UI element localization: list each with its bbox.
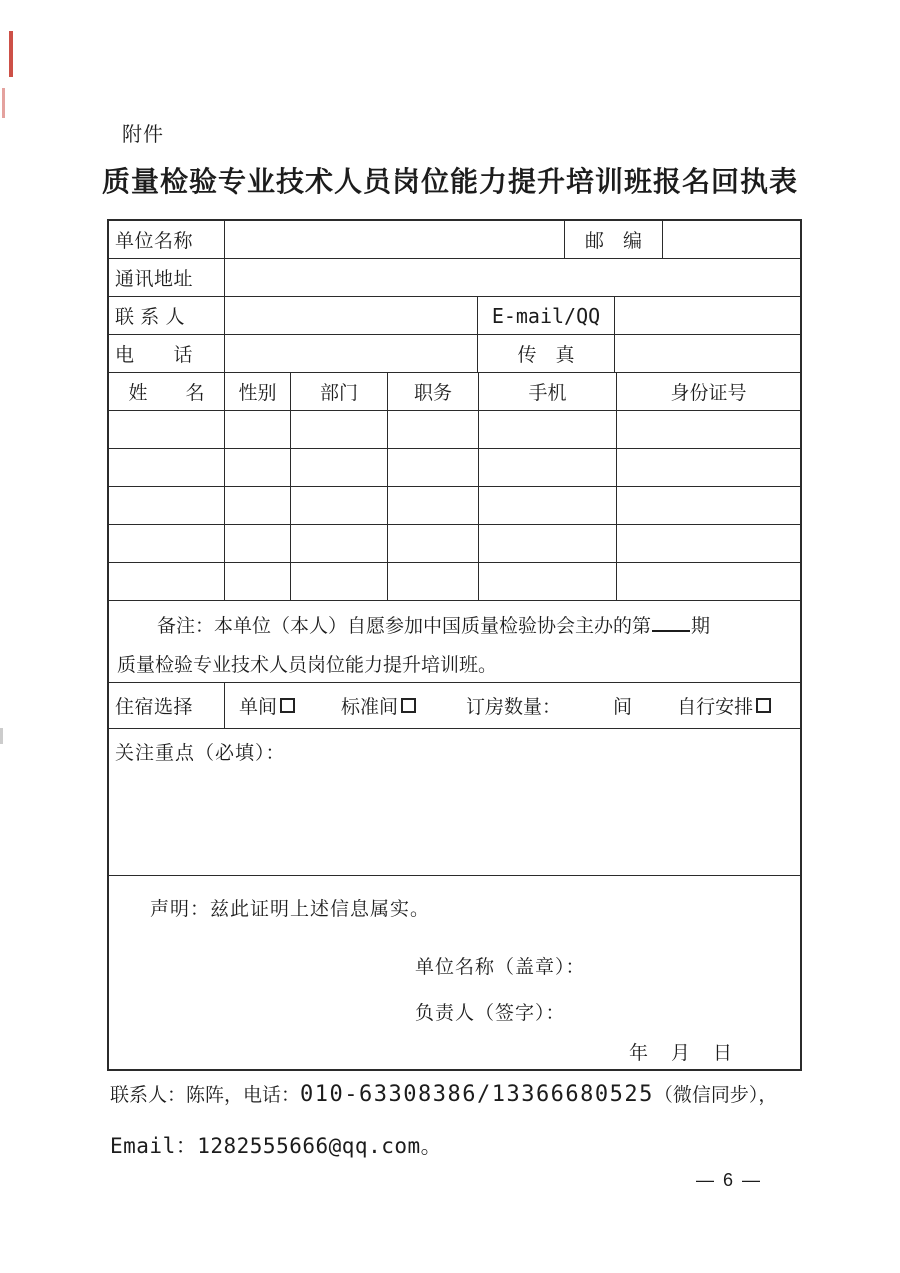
table-cell	[225, 449, 291, 486]
table-cell	[617, 449, 800, 486]
table-cell	[225, 411, 291, 448]
header-id-number: 身份证号	[670, 383, 747, 404]
registration-form-table	[107, 219, 802, 1071]
phone-field	[225, 335, 478, 372]
scan-artifact-gray-mark	[0, 728, 3, 744]
header-mobile: 手机	[479, 373, 617, 410]
table-cell	[225, 525, 291, 562]
option-self-arrange	[677, 692, 771, 719]
table-cell	[617, 563, 800, 600]
declaration-row	[109, 876, 800, 1069]
phone-label: 电 话	[109, 335, 225, 372]
row-phone	[109, 335, 800, 373]
remark-prefix: 备注：本单位（本人）自愿参加中国质量检验协会主办的第	[157, 616, 652, 637]
table-cell	[109, 487, 225, 524]
header-department: 部门	[291, 373, 388, 410]
fax-label: 传 真	[478, 335, 615, 372]
table-cell	[225, 487, 291, 524]
header-name: 姓 名	[109, 373, 225, 410]
personnel-row	[109, 411, 800, 449]
personnel-row	[109, 563, 800, 601]
scan-artifact-red-mark	[9, 31, 13, 77]
row-unit-name	[109, 221, 800, 259]
accommodation-options	[225, 683, 800, 728]
personnel-row	[109, 449, 800, 487]
postcode-field	[663, 221, 800, 258]
personnel-row	[109, 487, 800, 525]
page-title: 质量检验专业技术人员岗位能力提升培训班报名回执表	[101, 166, 798, 197]
checkbox-icon	[401, 698, 416, 713]
remark-suffix: 期	[691, 616, 711, 637]
table-cell	[109, 563, 225, 600]
table-cell	[388, 411, 479, 448]
footer-contact-suffix: （微信同步），	[653, 1085, 778, 1106]
blank-underline	[652, 611, 690, 632]
accommodation-label: 住宿选择	[109, 683, 225, 728]
table-cell	[291, 411, 388, 448]
checkbox-icon	[756, 698, 771, 713]
table-cell	[291, 449, 388, 486]
email-qq-field	[615, 297, 800, 334]
footer-contact-prefix: 联系人：陈阵，电话：	[110, 1085, 301, 1106]
unit-seal-label: 单位名称（盖章）：	[415, 957, 586, 978]
address-field	[225, 259, 800, 296]
focus-row	[109, 729, 800, 876]
email-qq-label: E-mail/QQ	[478, 297, 615, 334]
header-gender: 性别	[225, 373, 291, 410]
booking-qty-label: 订房数量：	[466, 697, 562, 718]
scan-artifact-red-mark	[2, 88, 5, 118]
option-standard-room-label: 标准间	[341, 697, 399, 718]
personnel-header-row	[109, 373, 800, 411]
contact-label: 联 系 人	[109, 297, 225, 334]
declaration-statement: 声明：兹此证明上述信息属实。	[150, 899, 431, 920]
option-self-arrange-label: 自行安排	[677, 697, 754, 718]
option-single-room	[239, 692, 295, 719]
table-cell	[291, 487, 388, 524]
unit-name-label: 单位名称	[109, 221, 225, 258]
date-label: 年 月 日	[629, 1043, 735, 1064]
checkbox-icon	[280, 698, 295, 713]
remark-line-1	[117, 607, 792, 646]
address-label: 通讯地址	[109, 259, 225, 296]
unit-name-field	[225, 221, 565, 258]
row-contact	[109, 297, 800, 335]
option-single-room-label: 单间	[239, 697, 278, 718]
contact-field	[225, 297, 478, 334]
table-cell	[617, 487, 800, 524]
header-position: 职务	[388, 373, 479, 410]
table-cell	[479, 487, 617, 524]
table-cell	[388, 449, 479, 486]
remark-row	[109, 601, 800, 683]
fax-field	[615, 335, 800, 372]
table-cell	[291, 525, 388, 562]
page-number: — 6 —	[696, 1170, 763, 1190]
accommodation-row	[109, 683, 800, 729]
focus-label: 关注重点（必填）：	[115, 743, 286, 764]
remark-line-2: 质量检验专业技术人员岗位能力提升培训班。	[117, 655, 498, 676]
postcode-label: 邮 编	[565, 221, 663, 258]
footer-contact-phone: 010-63308386/13366680525	[300, 1082, 654, 1107]
booking-qty-unit: 间	[613, 697, 633, 718]
table-cell	[109, 525, 225, 562]
table-cell	[479, 449, 617, 486]
table-cell	[109, 411, 225, 448]
table-cell	[109, 449, 225, 486]
attachment-label: 附件	[122, 124, 164, 146]
table-cell	[388, 487, 479, 524]
personnel-row	[109, 525, 800, 563]
row-address	[109, 259, 800, 297]
table-cell	[617, 525, 800, 562]
table-cell	[479, 525, 617, 562]
table-cell	[479, 563, 617, 600]
signature-label: 负责人（签字）：	[415, 1003, 566, 1024]
table-cell	[617, 411, 800, 448]
remark-text	[109, 601, 800, 682]
table-cell	[388, 525, 479, 562]
table-cell	[225, 563, 291, 600]
table-cell	[388, 563, 479, 600]
table-cell	[291, 563, 388, 600]
footer-contact-line	[110, 1080, 777, 1107]
declaration-cell	[109, 876, 800, 1069]
option-standard-room	[341, 692, 416, 719]
footer-email-line: Email：1282555666@qq.com。	[110, 1134, 443, 1158]
table-cell	[479, 411, 617, 448]
